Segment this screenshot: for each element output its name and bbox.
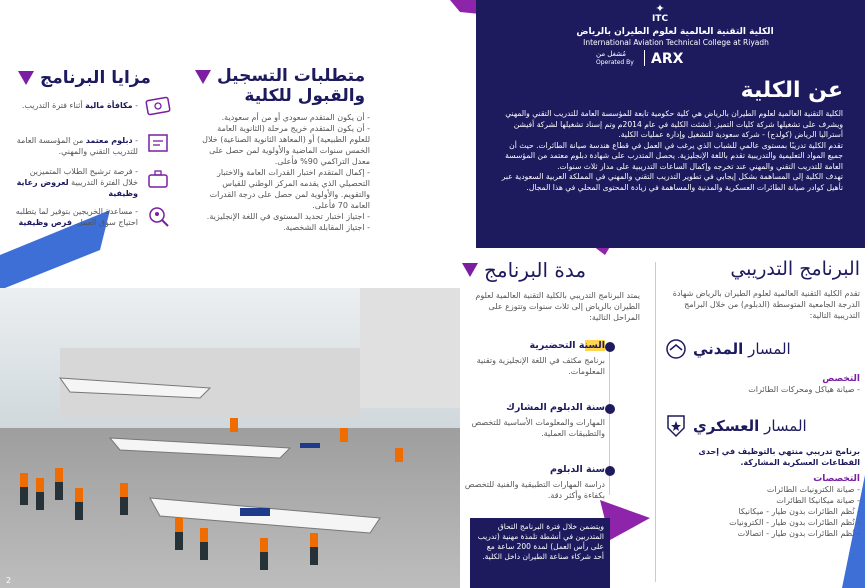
spec-item: - صيانة ميكانيكا الطائرات	[776, 496, 860, 505]
apprenticeship-note: ويتضمن خلال فترة البرنامج التحاق المتدربين في أنشطة تلمذة مهنية (تدريب على رأس العمل) لمدة 200 ساعة مع أحد شركاء صناعة الطيران داخل الكلية.	[470, 518, 610, 588]
military-track: المسار العسكري برنامج تدريبي منتهي بالتوظيف في إحدى القطاعات العسكرية المشاركة. التخصصات - صيانة الكترونيات الطائرات - صيانة ميكانيكا الطائرات - نُظم الطائرات بدون طيار - ميكانيكا - نُظم الطائرات بدون طيار - الكترونيات - نُظم الطائرات بدون طيار - اتصالات	[665, 414, 860, 539]
briefcase-icon	[147, 169, 169, 189]
benefit-icons	[138, 92, 178, 242]
requirement-item: - اجتياز المقابلة الشخصية.	[283, 223, 370, 232]
benefit-item: - مكافأة مالية أثناء فترة التدريب.	[21, 101, 138, 110]
duration-section	[462, 258, 640, 323]
job-search-icon	[147, 205, 171, 229]
requirement-item: - إكمال المتقدم اختبار القدرات العامة والاختبار التحصيلي الذي يقدمه المركز الوطني للقياس والتقويم. والأولوية لمن حصل على درجة القدرات العامة 70 فأعلى.	[209, 168, 370, 210]
requirements-title-1: متطلبات التسجيل	[217, 66, 366, 86]
about-body: الكلية التقنية العالمية لعلوم الطيران بالرياض هي كلية حكومية تابعة للمؤسسة العامة للتدريب التقني والمهني ويشرف على تشغيلها شركة كليات التميز. أنشئت الكلية في عام 2014م وتم إسناد تشغيلها لشركة أفيشن أستراليا الرياض (كولدج) - شركة سعودية للتشغيل وإدارة عمليات الكلية. تقدم الكلية تدريبًا بمستوى عالمي للشباب الذي يرغب في العمل في قطاع هندسة صيانة الطائرات. حيث أن جميع المواد التعليمية والتدريبية تقدم باللغة الإنجليزية. يحصل المتدرب على شهادة دبلوم معتمد من المؤسسة العامة للتدريب التقني والمهني عند تخرجه وإكمال الساعات التدريبية على مدار ثلاث سنوات. تهدف الكلية إلى المساهمة بشكل إيجابي في تطوير التدريب التقني والمهني في المملكة العربية السعودية عبر تأهيل كوادر صيانة الطائرات العسكرية والمدنية والمساهمة في زيادة المحتوى المحلي في هذا المجال.	[501, 109, 843, 192]
benefit-item: - فرصة ترشيح الطلاب المتميزين خلال الفترة التدريبية لعروض رعاية وظيفية	[16, 167, 138, 198]
spec-item: - نُظم الطائرات بدون طيار - ميكانيكا	[738, 507, 860, 516]
requirements-title-2: والقبول للكلية	[244, 86, 366, 106]
timeline-dot	[603, 464, 617, 478]
column-divider	[655, 262, 656, 582]
training-intro: تقدم الكلية التقنية العالمية لعلوم الطيران بالرياض شهادة الدرجة الجامعية المتوسطة (الدبلوم) من خلال البرامج التدريبية التالية:	[672, 289, 860, 320]
timeline-dot	[603, 340, 617, 354]
military-badge-icon	[665, 414, 687, 438]
stage-item: سنة الدبلوم المشارك المهارات والمعلومات الأساسية للتخصص والتطبيقات العملية.	[471, 402, 605, 438]
spec-item: - نُظم الطائرات بدون طيار - اتصالات	[737, 529, 860, 538]
spec-item: - نُظم الطائرات بدون طيار - الكترونيات	[729, 518, 860, 527]
triangle-bullet-icon	[18, 71, 34, 85]
requirement-item: - أن يكون المتقدم سعودي أو من أم سعودية.	[221, 113, 370, 122]
military-intro: برنامج تدريبي منتهي بالتوظيف في إحدى القطاعات العسكرية المشاركة.	[698, 447, 860, 467]
operated-by: مُشغل من Operated By ARX	[596, 50, 684, 67]
about-panel	[476, 0, 865, 248]
page-number: 2	[6, 576, 12, 585]
duration-intro: يمتد البرنامج التدريبي بالكلية التقنية العالمية لعلوم الطيران بالرياض إلى ثلاث سنوات وتتوزع على المراحل التالية:	[475, 291, 640, 322]
arx-logo: ARX	[651, 51, 684, 67]
wings-badge-icon	[665, 338, 687, 360]
training-section	[665, 258, 860, 321]
triangle-bullet-icon	[195, 70, 211, 84]
civil-track: المسار المدني التخصص - صيانة هياكل ومحركات الطائرات	[665, 338, 860, 395]
spec-item: - صيانة هياكل ومحركات الطائرات	[748, 385, 860, 394]
requirement-item: - اجتياز اختبار تحديد المستوى في اللغة الإنجليزية.	[206, 212, 370, 221]
itc-logo: ✦ ITC	[651, 2, 669, 24]
about-title: عن الكلية	[740, 78, 843, 103]
military-spec-title: التخصصات	[813, 474, 860, 484]
triangle-bullet-icon	[462, 263, 478, 277]
money-icon	[145, 95, 173, 117]
hangar-photo	[0, 288, 460, 588]
duration-title: مدة البرنامج	[484, 258, 587, 282]
college-name-ar: الكلية التقنية العالمية لعلوم الطيران بالرياض	[576, 27, 774, 37]
requirements-section	[195, 66, 370, 233]
benefit-item: - دبلوم معتمد من المؤسسة العامة للتدريب التقني والمهني.	[16, 136, 138, 156]
benefits-title: مزايا البرنامج	[40, 68, 151, 88]
spec-item: - صيانة الكترونيات الطائرات	[766, 485, 860, 494]
college-name-en: International Aviation Technical College at Riyadh	[583, 38, 769, 47]
benefit-item: - مساعدة الخريجين بتوفير لما يتطلبه احتياج سوق العمل. فرص وظيفية	[15, 207, 138, 227]
requirement-item: - أن يكون المتقدم خريج مرحلة (الثانوية العامة للعلوم الطبيعية) أو (المعاهد الثانوية الصناعية) خلال الخمس سنوات الماضية والأولوية لمن حصل على معدل التراكمي 90% فأعلى.	[202, 124, 370, 166]
benefits-section	[18, 68, 178, 88]
certificate-icon	[147, 132, 169, 154]
training-title: البرنامج التدريبي	[730, 258, 860, 280]
stage-item: سنة الدبلوم دراسة المهارات التطبيقية والفنية للتخصص بكفاءة وأكثر دقة.	[464, 464, 605, 500]
stage-item: السنة التحضيرية برنامج مكثف في اللغة الإنجليزية وتقنية المعلومات.	[455, 340, 605, 377]
timeline-dot	[603, 402, 617, 416]
civil-spec-title: التخصص	[822, 374, 860, 384]
